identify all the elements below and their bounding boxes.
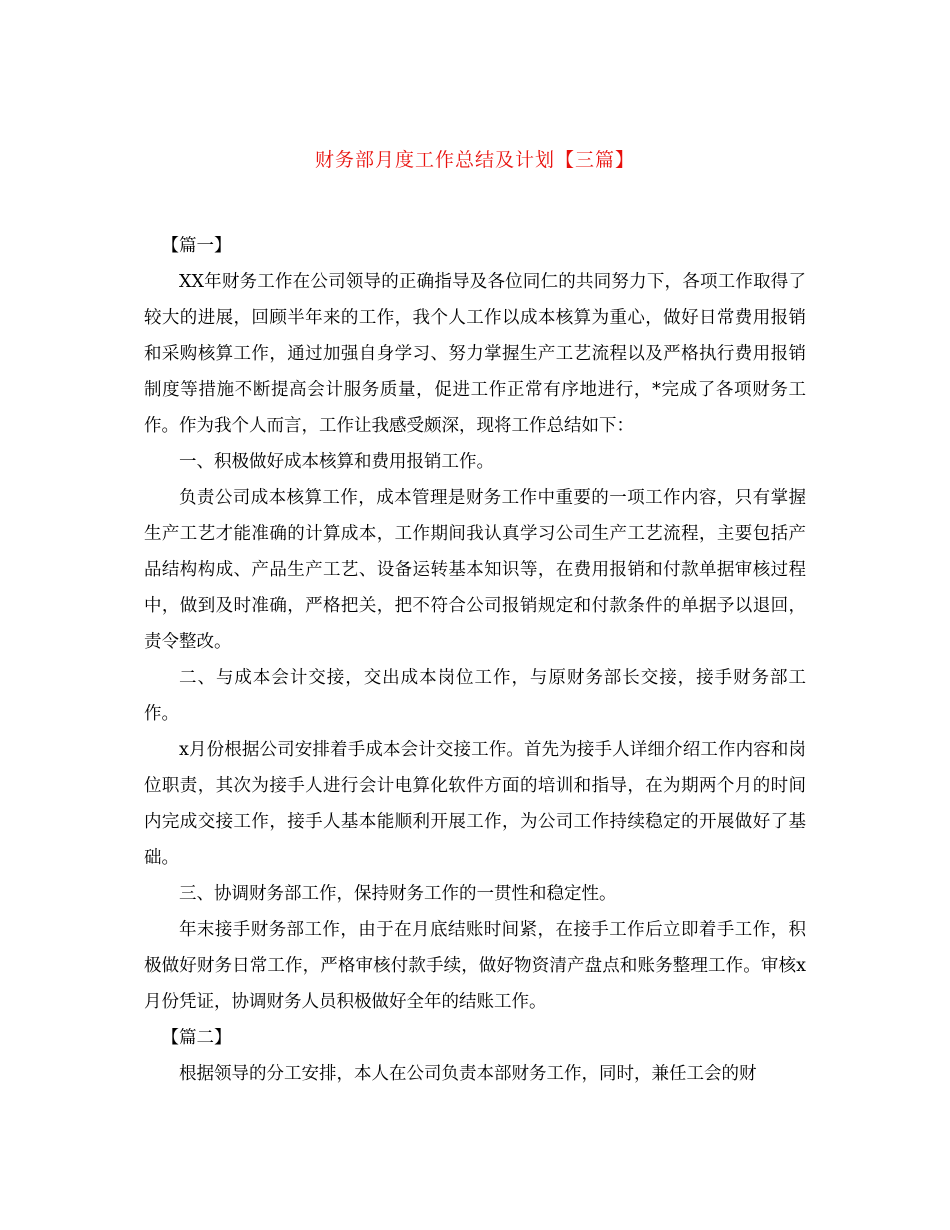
paragraph-section2-start: 根据领导的分工安排，本人在公司负责本部财务工作，同时，兼任工会的财 bbox=[179, 1064, 757, 1084]
paragraph-handover: x月份根据公司安排着手成本会计交接工作。首先为接手人详细介绍工作内容和岗位职责，其次为接手人进行会计电算化软件方面的培训和指导，在为期两个月的时间内完成交接工作，接手人基本能顺利开展工作，为公司工作持续稳定的开展做好了基础。 bbox=[144, 740, 806, 868]
paragraph-year-end: 年末接手财务部工作，由于在月底结账时间紧，在接手工作后立即着手工作，积极做好财务日常工作，严格审核付款手续，做好物资清产盘点和账务整理工作。审核x月份凭证，协调财务人员积极做好全年的结账工作。 bbox=[144, 920, 806, 1012]
heading-item-3: 三、协调财务部工作，保持财务工作的一贯性和稳定性。 bbox=[179, 884, 617, 904]
document-body bbox=[144, 228, 806, 1092]
document-title: 财务部月度工作总结及计划【三篇】 bbox=[314, 149, 635, 171]
heading-item-1: 一、积极做好成本核算和费用报销工作。 bbox=[179, 452, 494, 472]
paragraph-intro: XX年财务工作在公司领导的正确指导及各位同仁的共同努力下，各项工作取得了较大的进展，回顾半年来的工作，我个人工作以成本核算为重心，做好日常费用报销和采购核算工作，通过加强自身学习、努力掌握生产工艺流程以及严格执行费用报销制度等措施不断提高会计服务质量，促进工作正常有序地进行，*完成了各项财务工作。作为我个人而言，工作让我感受颇深，现将工作总结如下： bbox=[144, 272, 806, 436]
heading-item-2: 二、与成本会计交接，交出成本岗位工作，与原财务部长交接，接手财务部工作。 bbox=[144, 668, 806, 724]
paragraph-cost-accounting: 负责公司成本核算工作，成本管理是财务工作中重要的一项工作内容，只有掌握生产工艺才能准确的计算成本，工作期间我认真学习公司生产工艺流程，主要包括产品结构构成、产品生产工艺、设备运转基本知识等，在费用报销和付款单据审核过程中，做到及时准确，严格把关，把不符合公司报销规定和付款条件的单据予以退回，责令整改。 bbox=[144, 488, 806, 652]
section-heading-1: 【篇一】 bbox=[161, 236, 232, 256]
section-heading-2: 【篇二】 bbox=[161, 1028, 232, 1048]
